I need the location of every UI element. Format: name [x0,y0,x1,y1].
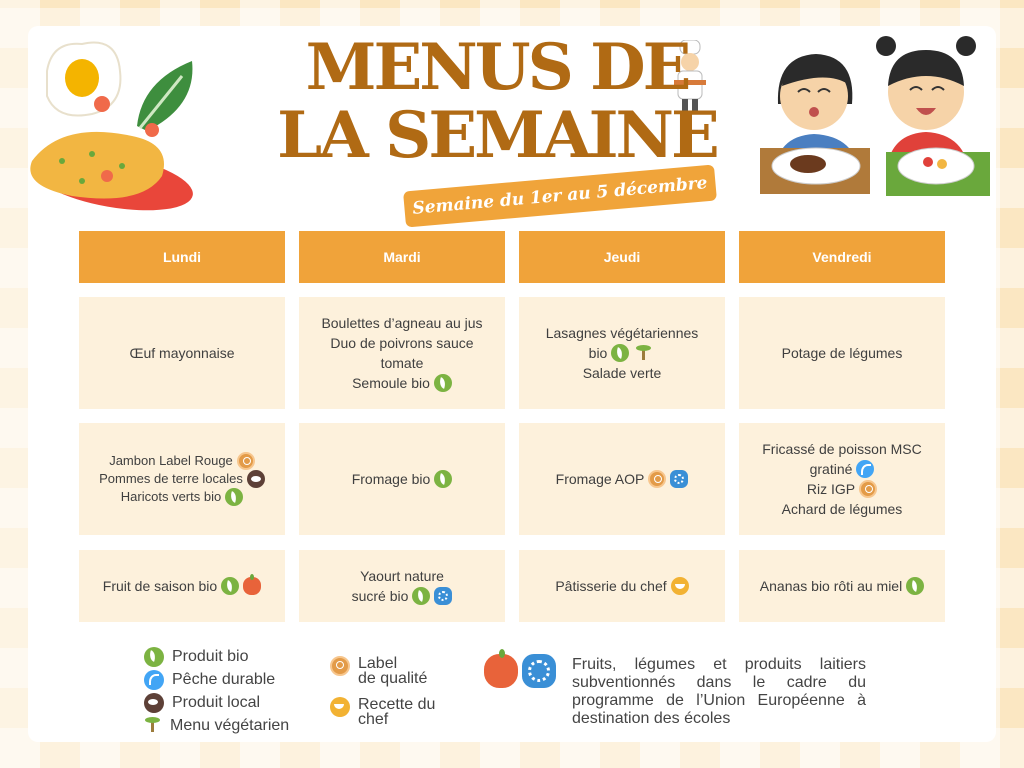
day-header-mardi: Mardi [299,231,505,283]
dish-text: Lasagnes végétariennes [545,325,699,341]
dish-text: Riz IGP [806,481,856,497]
fruits-ue-icon [484,654,518,688]
bio-icon [221,577,239,595]
dish-text: sucré bio [351,588,409,604]
legend-label: chef [358,711,389,728]
title-line-1: MENUS DE [305,30,689,105]
leaf-icon [137,61,192,131]
dish-text: Duo de poivrons sauce [330,335,474,351]
bio-icon [412,587,430,605]
bio-icon [611,344,629,362]
bio-icon [434,374,452,392]
dish-text: Haricots verts bio [120,489,222,504]
dish-text: Fromage bio [351,471,431,487]
day-header-vendredi: Vendredi [739,231,945,283]
dish-text: Ananas bio rôti au miel [759,578,903,594]
dish-text: Semoule bio [352,375,430,391]
menu-vegetarien-icon [633,344,655,362]
legend-bio [144,647,249,667]
dish-text: Pommes de terre locales [99,471,243,486]
lait-ue-icon [522,654,556,688]
menu-cell-mardi-plat [299,423,505,535]
legend-peche [144,670,275,690]
dish-text: Œuf mayonnaise [129,345,235,361]
legend-ue-text: Fruits, légumes et produits laitiers subventionnés dans le cadre du programme de l’Union Européenne à destination des écoles [572,656,866,727]
dish-text: tomate [380,355,424,371]
dish-text: Achard de légumes [781,501,903,517]
shrimp-icon [94,96,110,112]
label-qualite-icon [648,470,666,488]
lait-ue-icon [434,587,452,605]
label-qualite-icon [859,480,877,498]
recette-chef-icon [671,577,689,595]
legend-label: de qualité [358,670,428,687]
dish-text: bio [588,345,608,361]
dish-text: Jambon Label Rouge [109,453,233,468]
legend-qualite [330,656,458,686]
lait-ue-icon [670,470,688,488]
kids-eating-illustration [756,26,996,202]
shrimp-icon [145,123,159,137]
dish-text: Pâtisserie du chef [555,578,667,594]
legend-label: Pêche durable [172,671,276,688]
week-banner: Semaine du 1er au 5 décembre [403,164,717,227]
bio-icon [225,488,243,506]
label-qualite-icon [330,656,350,676]
peche-durable-icon [856,460,874,478]
dish-text: Potage de légumes [781,345,903,361]
page-title [262,30,732,173]
legend-label: Produit local [172,694,261,711]
legend-local [144,693,260,713]
dish-text: Fromage AOP [555,471,645,487]
menu-cell-jeudi-plat [519,423,725,535]
menu-cell-mardi-entree [299,297,505,409]
dish-text: Yaourt nature [360,568,444,584]
menu-cell-vendredi-dessert [739,550,945,622]
menu-cell-vendredi-entree [739,297,945,409]
menu-cell-mardi-dessert [299,550,505,622]
dish-text: Fricassé de poisson MSC [762,441,922,457]
menu-cell-jeudi-dessert [519,550,725,622]
menu-vegetarien-icon [142,716,162,736]
dish-text: Boulettes d’agneau au jus [321,315,483,331]
legend-label: Recette du [358,696,436,713]
omelette-illustration [22,26,202,216]
tray-icon [760,148,990,196]
recette-chef-icon [330,697,350,717]
label-qualite-icon [237,452,255,470]
bio-icon [144,647,164,667]
dish-text: Fruit de saison bio [102,578,218,594]
legend-label: Menu végétarien [170,717,290,734]
peche-durable-icon [144,670,164,690]
menu-cell-lundi-dessert [79,550,285,622]
produit-local-icon [247,470,265,488]
day-header-jeudi: Jeudi [519,231,725,283]
menu-cell-lundi-plat [79,423,285,535]
menu-cell-jeudi-entree [519,297,725,409]
legend-chef [330,697,458,727]
fruits-ue-icon [243,577,261,595]
menu-cell-vendredi-plat [739,423,945,535]
produit-local-icon [144,693,164,713]
menu-cell-lundi-entree [79,297,285,409]
dish-text: Salade verte [582,365,662,381]
day-header-lundi: Lundi [79,231,285,283]
dish-text: gratiné [809,461,853,477]
bio-icon [906,577,924,595]
title-line-2: LA SEMAINE [277,98,717,173]
legend-ue-icons [484,654,556,688]
legend-label: Produit bio [172,648,249,665]
legend-label: Label [358,655,398,672]
bio-icon [434,470,452,488]
plate-icon [27,132,198,216]
legend-vegetarien [142,716,289,736]
